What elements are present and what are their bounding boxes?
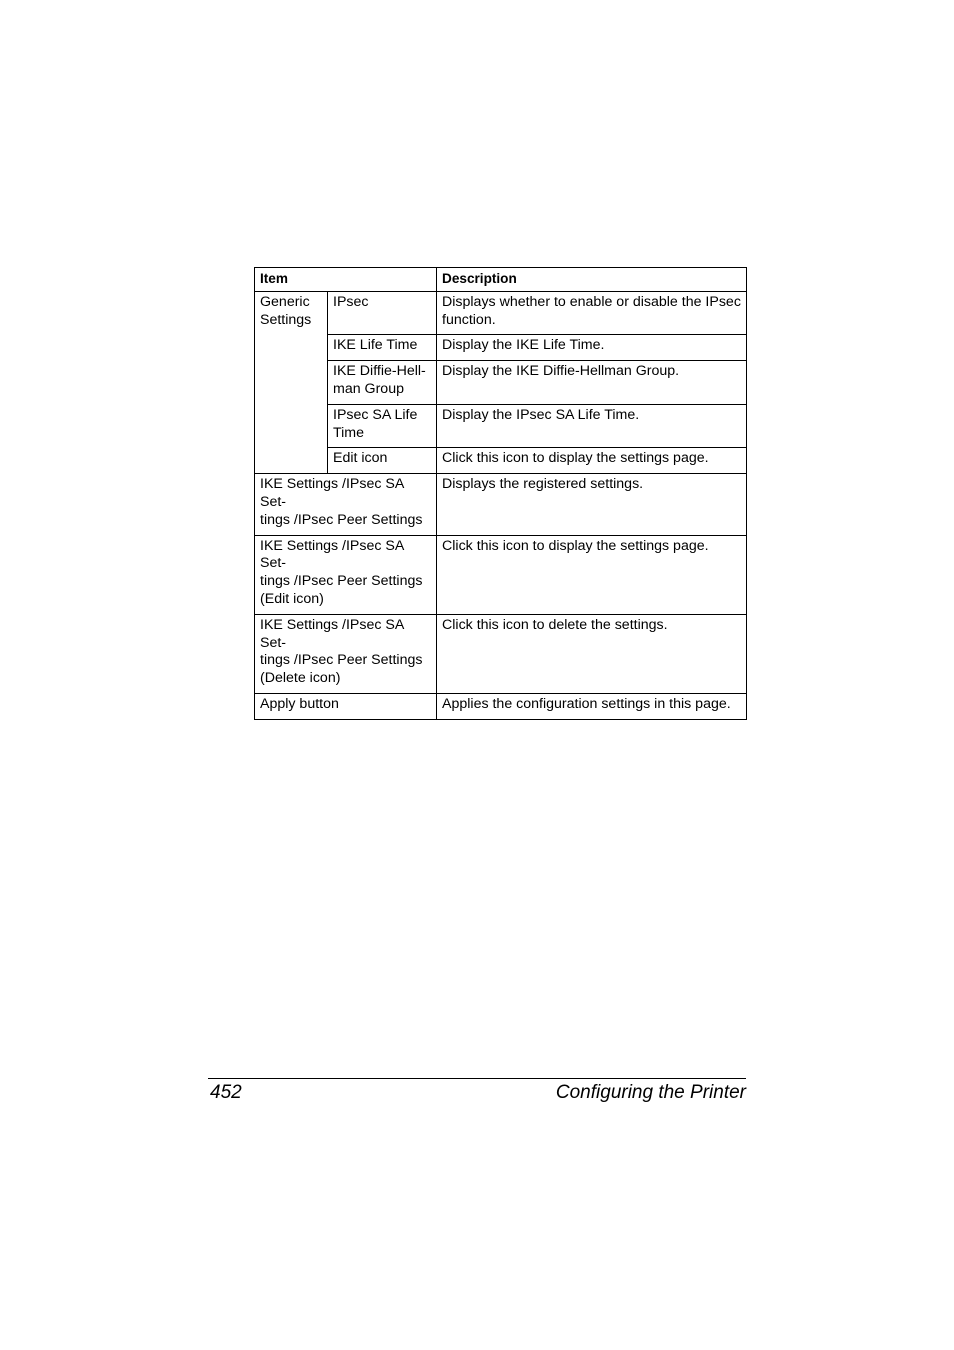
- table-header-row: [255, 268, 747, 292]
- settings-table: [254, 267, 747, 720]
- running-title: Configuring the Printer: [555, 1082, 746, 1103]
- row-description: Click this icon to display the settings page.: [437, 535, 747, 614]
- header-item: Item: [255, 268, 437, 292]
- row-description: Applies the configuration settings in this page.: [437, 693, 747, 719]
- table-row: [255, 448, 747, 474]
- table-row: [255, 404, 747, 448]
- table-row: [255, 361, 747, 405]
- row-item: IKE Settings /IPsec SA Set- tings /IPsec Peer Settings: [255, 474, 437, 535]
- row-description: Click this icon to delete the settings.: [437, 614, 747, 693]
- table-row: [255, 335, 747, 361]
- table-row: [255, 535, 747, 614]
- table-row: [255, 614, 747, 693]
- row-item: IPsec: [328, 291, 437, 335]
- row-description: Displays whether to enable or disable the IPsec function.: [437, 291, 747, 335]
- row-description: Click this icon to display the settings page.: [437, 448, 747, 474]
- row-item: IKE Settings /IPsec SA Set- tings /IPsec Peer Settings (Delete icon): [255, 614, 437, 693]
- row-description: Displays the registered settings.: [437, 474, 747, 535]
- page-number: 452: [210, 1082, 242, 1103]
- generic-settings-label: Generic Settings: [255, 291, 328, 473]
- row-item: IPsec SA Life Time: [328, 404, 437, 448]
- row-description: Display the IKE Life Time.: [437, 335, 747, 361]
- table-row: [255, 693, 747, 719]
- row-item: IKE Life Time: [328, 335, 437, 361]
- footer-divider: [208, 1078, 746, 1079]
- row-description: Display the IPsec SA Life Time.: [437, 404, 747, 448]
- row-item: Apply button: [255, 693, 437, 719]
- table-row: [255, 474, 747, 535]
- row-item: IKE Diffie-Hell- man Group: [328, 361, 437, 405]
- header-description: Description: [437, 268, 747, 292]
- row-item: Edit icon: [328, 448, 437, 474]
- row-description: Display the IKE Diffie-Hellman Group.: [437, 361, 747, 405]
- row-item: IKE Settings /IPsec SA Set- tings /IPsec Peer Settings (Edit icon): [255, 535, 437, 614]
- table-row: [255, 291, 747, 335]
